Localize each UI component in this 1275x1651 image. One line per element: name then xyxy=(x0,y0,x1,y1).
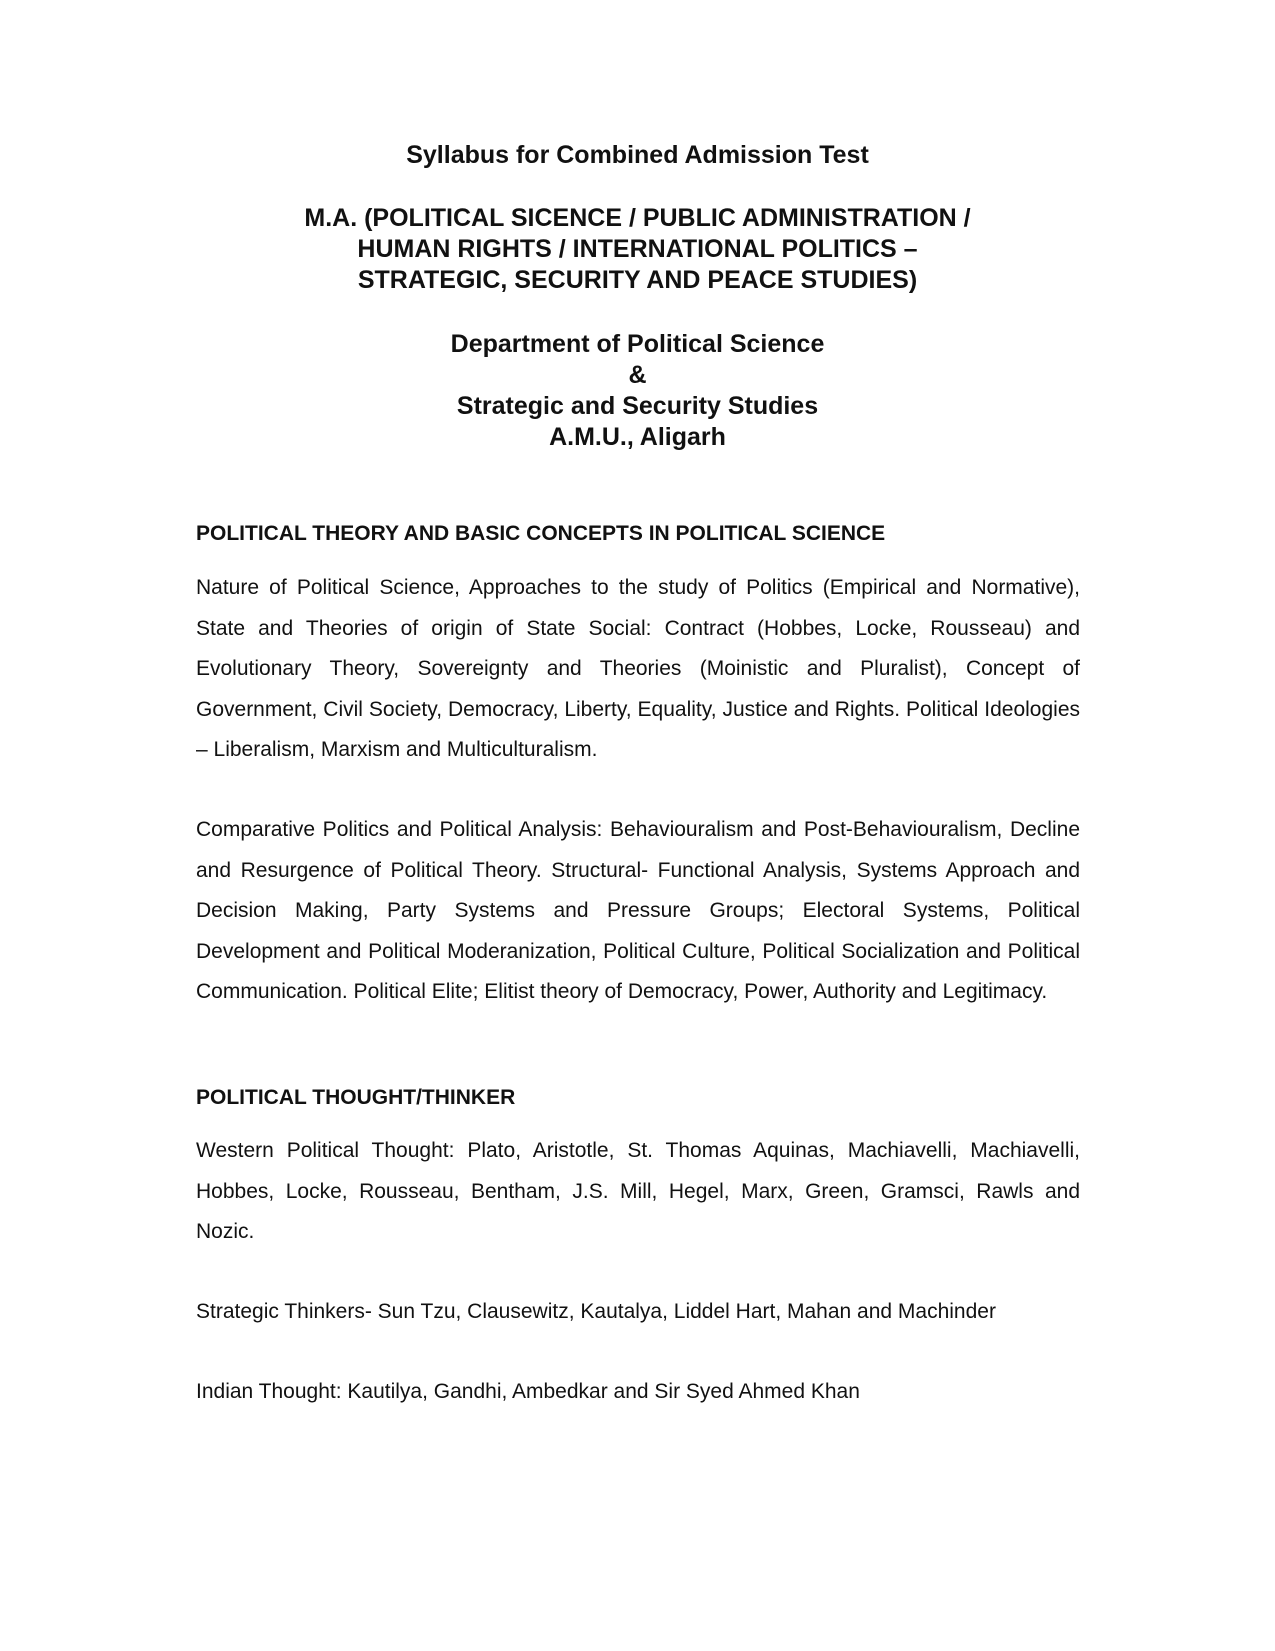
section-heading: POLITICAL THEORY AND BASIC CONCEPTS IN POLITICAL SCIENCE xyxy=(196,522,886,545)
department-name-2: Strategic and Security Studies xyxy=(456,392,819,420)
section-paragraph: Indian Thought: Kautilya, Gandhi, Ambedkar and Sir Syed Ahmed Khan xyxy=(196,1380,860,1403)
program-line: M.A. (POLITICAL SICENCE / PUBLIC ADMINISTRATION / xyxy=(304,204,971,232)
section-heading: POLITICAL THOUGHT/THINKER xyxy=(196,1086,516,1109)
department-name: Department of Political Science xyxy=(450,330,825,358)
program-line: HUMAN RIGHTS / INTERNATIONAL POLITICS – xyxy=(357,235,918,263)
section-paragraph: Strategic Thinkers- Sun Tzu, Clausewitz, Kautalya, Liddel Hart, Mahan and Machinder xyxy=(196,1300,996,1323)
section-paragraph: Nature of Political Science, Approaches to the study of Politics (Empirical and Normative), State and Theories of origin of State Social: Contract (Hobbes, Locke, Rousseau) and Evolutionary Theory, Sovereignty and Theories (Moinistic and Pluralist), Concept of Government, Civil Society, Democracy, Liberty, Equality, Justice and Rights. Political Ideologies – Liberalism, Marxism and Multiculturalism. xyxy=(196,576,1080,761)
section-paragraph: Comparative Politics and Political Analysis: Behaviouralism and Post-Behaviouralism, Decline and Resurgence of Political Theory. Structural- Functional Analysis, Systems Approach and Decision Making, Party Systems and Pressure Groups; Electoral Systems, Political Development and Political Moderanization, Political Culture, Political Socialization and Political Communication. Political Elite; Elitist theory of Democracy, Power, Authority and Legitimacy. xyxy=(196,818,1080,1003)
department-ampersand: & xyxy=(628,361,647,389)
document-title: Syllabus for Combined Admission Test xyxy=(406,141,869,169)
program-line: STRATEGIC, SECURITY AND PEACE STUDIES) xyxy=(357,266,918,294)
department-block xyxy=(0,329,1275,453)
program-title xyxy=(0,203,1275,296)
university-name: A.M.U., Aligarh xyxy=(549,423,726,451)
section-paragraph: Western Political Thought: Plato, Aristotle, St. Thomas Aquinas, Machiavelli, Machiavelli, Hobbes, Locke, Rousseau, Bentham, J.S. Mill, Hegel, Marx, Green, Gramsci, Rawls and Nozic. xyxy=(196,1139,1080,1243)
